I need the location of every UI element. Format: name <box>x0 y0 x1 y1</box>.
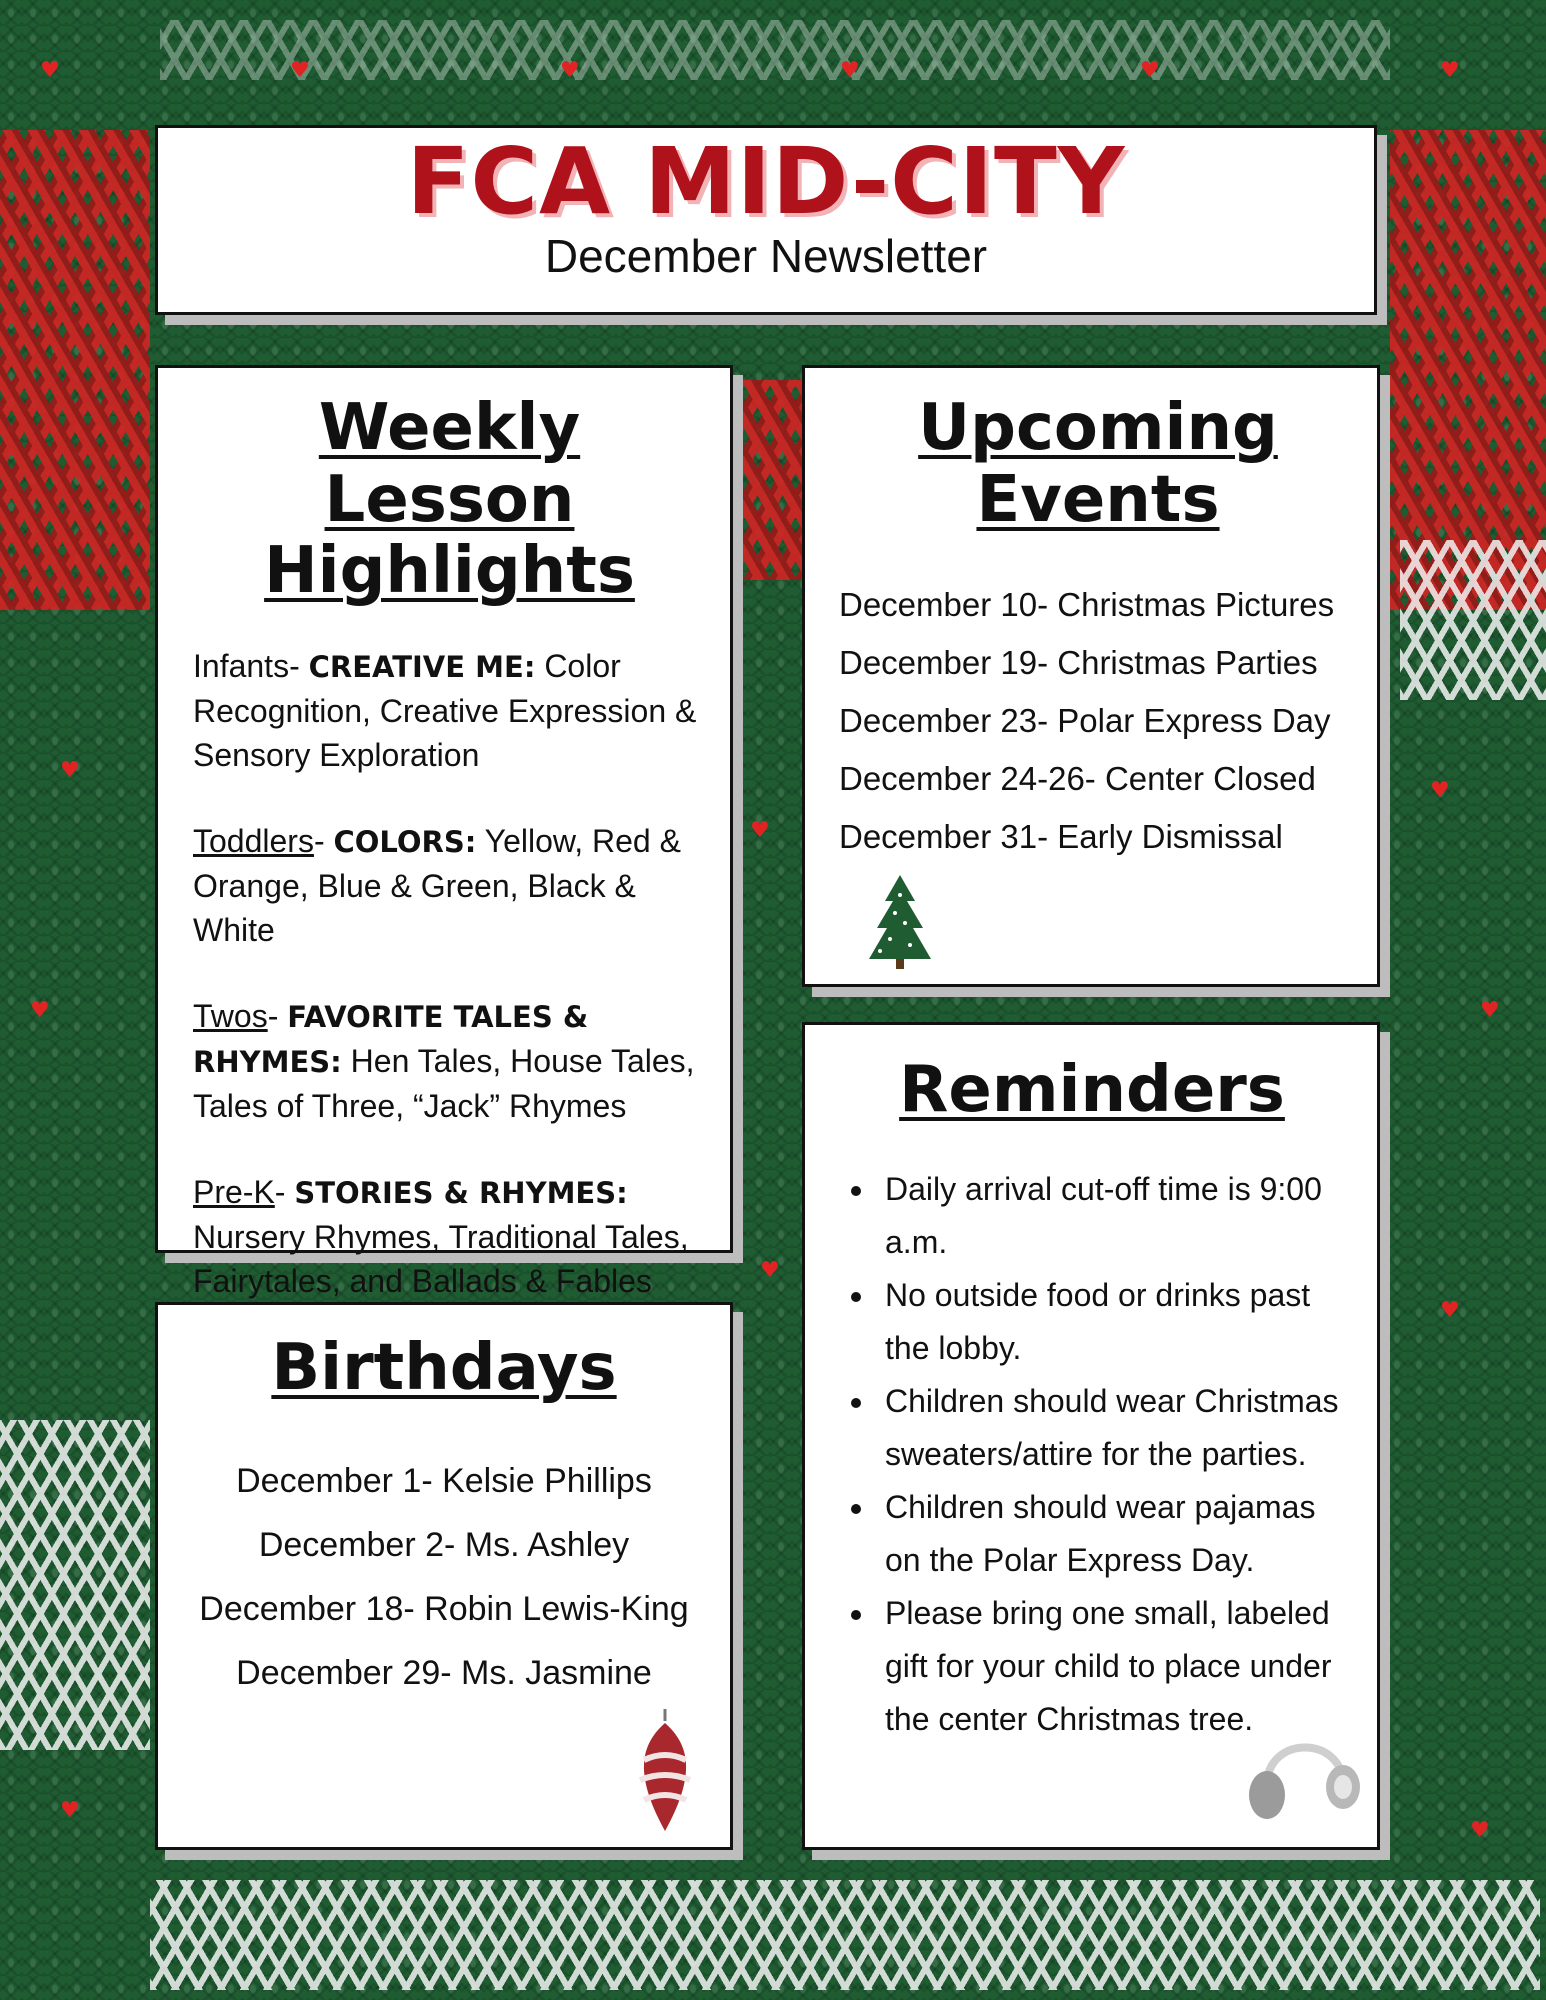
heart-icon: ♥ <box>60 1798 80 1823</box>
reminder-item: • Children should wear pajamas on the Polar Express Day. <box>877 1481 1359 1587</box>
birthday-item: December 29- Ms. Jasmine <box>236 1653 652 1692</box>
birthday-item: December 18- Robin Lewis-King <box>199 1589 689 1628</box>
events-list <box>839 576 1357 866</box>
event-item: December 19- Christmas Parties <box>839 644 1318 682</box>
heart-icon: ♥ <box>1430 778 1450 803</box>
heart-icon: ♥ <box>760 1258 780 1283</box>
heart-icon: ♥ <box>750 818 770 843</box>
lesson-theme: COLORS: <box>333 825 477 860</box>
lesson-group: Twos <box>193 998 268 1035</box>
christmas-tree-icon <box>865 873 935 973</box>
heart-icon: ♥ <box>1440 58 1460 83</box>
birthdays-list <box>168 1449 720 1705</box>
lesson-group: Pre-K <box>193 1174 275 1211</box>
events-title-line2: Events <box>976 462 1220 537</box>
lesson-topics: Color Recognition, Creative Expression & Sensory Exploration <box>193 648 697 774</box>
lesson-highlights-title <box>193 393 706 608</box>
birthday-item: December 2- Ms. Ashley <box>258 1525 630 1564</box>
sweater-red-band-right <box>1390 130 1546 610</box>
lesson-item-prek: Pre-K- STORIES & RHYMES: Nursery Rhymes, Traditional Tales, Fairytales, and Ballads & Fables <box>193 1174 689 1300</box>
earmuffs-icon <box>1245 1725 1365 1825</box>
heart-icon: ♥ <box>1480 998 1500 1023</box>
upcoming-events-title <box>839 393 1357 536</box>
upcoming-events-card <box>802 365 1380 987</box>
birthdays-title: Birthdays <box>271 1331 617 1405</box>
lesson-topics: Yellow, Red & Orange, Blue & Green, Black & White <box>193 823 681 949</box>
lesson-theme: FAVORITE TALES & RHYMES: <box>193 1000 589 1080</box>
snowflake-pattern-right <box>1400 540 1546 700</box>
birthday-item: December 1- Kelsie Phillips <box>236 1461 652 1500</box>
event-item: December 10- Christmas Pictures <box>839 586 1335 624</box>
heart-icon: ♥ <box>560 58 580 83</box>
reminder-item: • Please bring one small, labeled gift for your child to place under the center Christmas tree. <box>877 1587 1359 1746</box>
reminders-list <box>825 1163 1359 1746</box>
snowflake-pattern-left <box>0 1420 150 1750</box>
lesson-topics: Hen Tales, House Tales, Tales of Three, “Jack” Rhymes <box>193 1043 695 1125</box>
newsletter-subtitle: December Newsletter <box>544 229 988 282</box>
lesson-highlights-card <box>155 365 733 1300</box>
lesson-item-twos: Twos- FAVORITE TALES & RHYMES: Hen Tales, House Tales, Tales of Three, “Jack” Rhymes <box>193 998 695 1125</box>
lesson-group: Toddlers <box>193 823 314 860</box>
snowflake-pattern-top <box>160 20 1390 83</box>
heart-icon: ♥ <box>60 758 80 783</box>
heart-icon: ♥ <box>840 58 860 83</box>
lesson-title-line1: Weekly Lesson <box>318 391 581 537</box>
heart-icon: ♥ <box>1470 1818 1490 1843</box>
lesson-list <box>193 644 706 1303</box>
heart-icon: ♥ <box>40 58 60 83</box>
birthdays-card <box>155 1302 733 1850</box>
lesson-topics: Nursery Rhymes, Traditional Tales, Fairytales, and Ballads & Fables <box>193 1219 689 1300</box>
event-item: December 23- Polar Express Day <box>839 702 1331 740</box>
lesson-title-line2: Highlights <box>264 534 635 609</box>
heart-icon: ♥ <box>1440 1298 1460 1323</box>
lesson-item-toddlers: Toddlers- COLORS: Yellow, Red & Orange, Blue & Green, Black & White <box>193 823 681 949</box>
heart-icon: ♥ <box>290 58 310 83</box>
header-card <box>155 125 1377 315</box>
heart-icon: ♥ <box>30 998 50 1023</box>
newsletter-title: FCA MID-CITY <box>406 128 1126 235</box>
lesson-item-infants: Infants- CREATIVE ME: Color Recognition, Creative Expression & Sensory Exploration <box>193 648 697 774</box>
ornament-icon <box>630 1705 700 1835</box>
reminders-title: Reminders <box>899 1053 1285 1127</box>
lesson-group: Infants <box>193 648 290 685</box>
reminders-card <box>802 1022 1380 1850</box>
reminder-item: • No outside food or drinks past the lobby. <box>877 1269 1359 1375</box>
snowflake-pattern-bottom <box>150 1880 1540 1990</box>
event-item: December 31- Early Dismissal <box>839 818 1283 856</box>
reminder-item: • Children should wear Christmas sweaters/attire for the parties. <box>877 1375 1359 1481</box>
events-title-line1: Upcoming <box>918 391 1278 465</box>
heart-icon: ♥ <box>1140 58 1160 83</box>
lesson-theme: CREATIVE ME: <box>308 650 536 685</box>
sweater-red-band-left <box>0 130 150 610</box>
lesson-theme: STORIES & RHYMES: <box>294 1176 628 1211</box>
reminder-item: • Daily arrival cut-off time is 9:00 a.m. <box>877 1163 1359 1269</box>
sweater-red-band-center <box>730 380 810 580</box>
event-item: December 24-26- Center Closed <box>839 760 1316 798</box>
